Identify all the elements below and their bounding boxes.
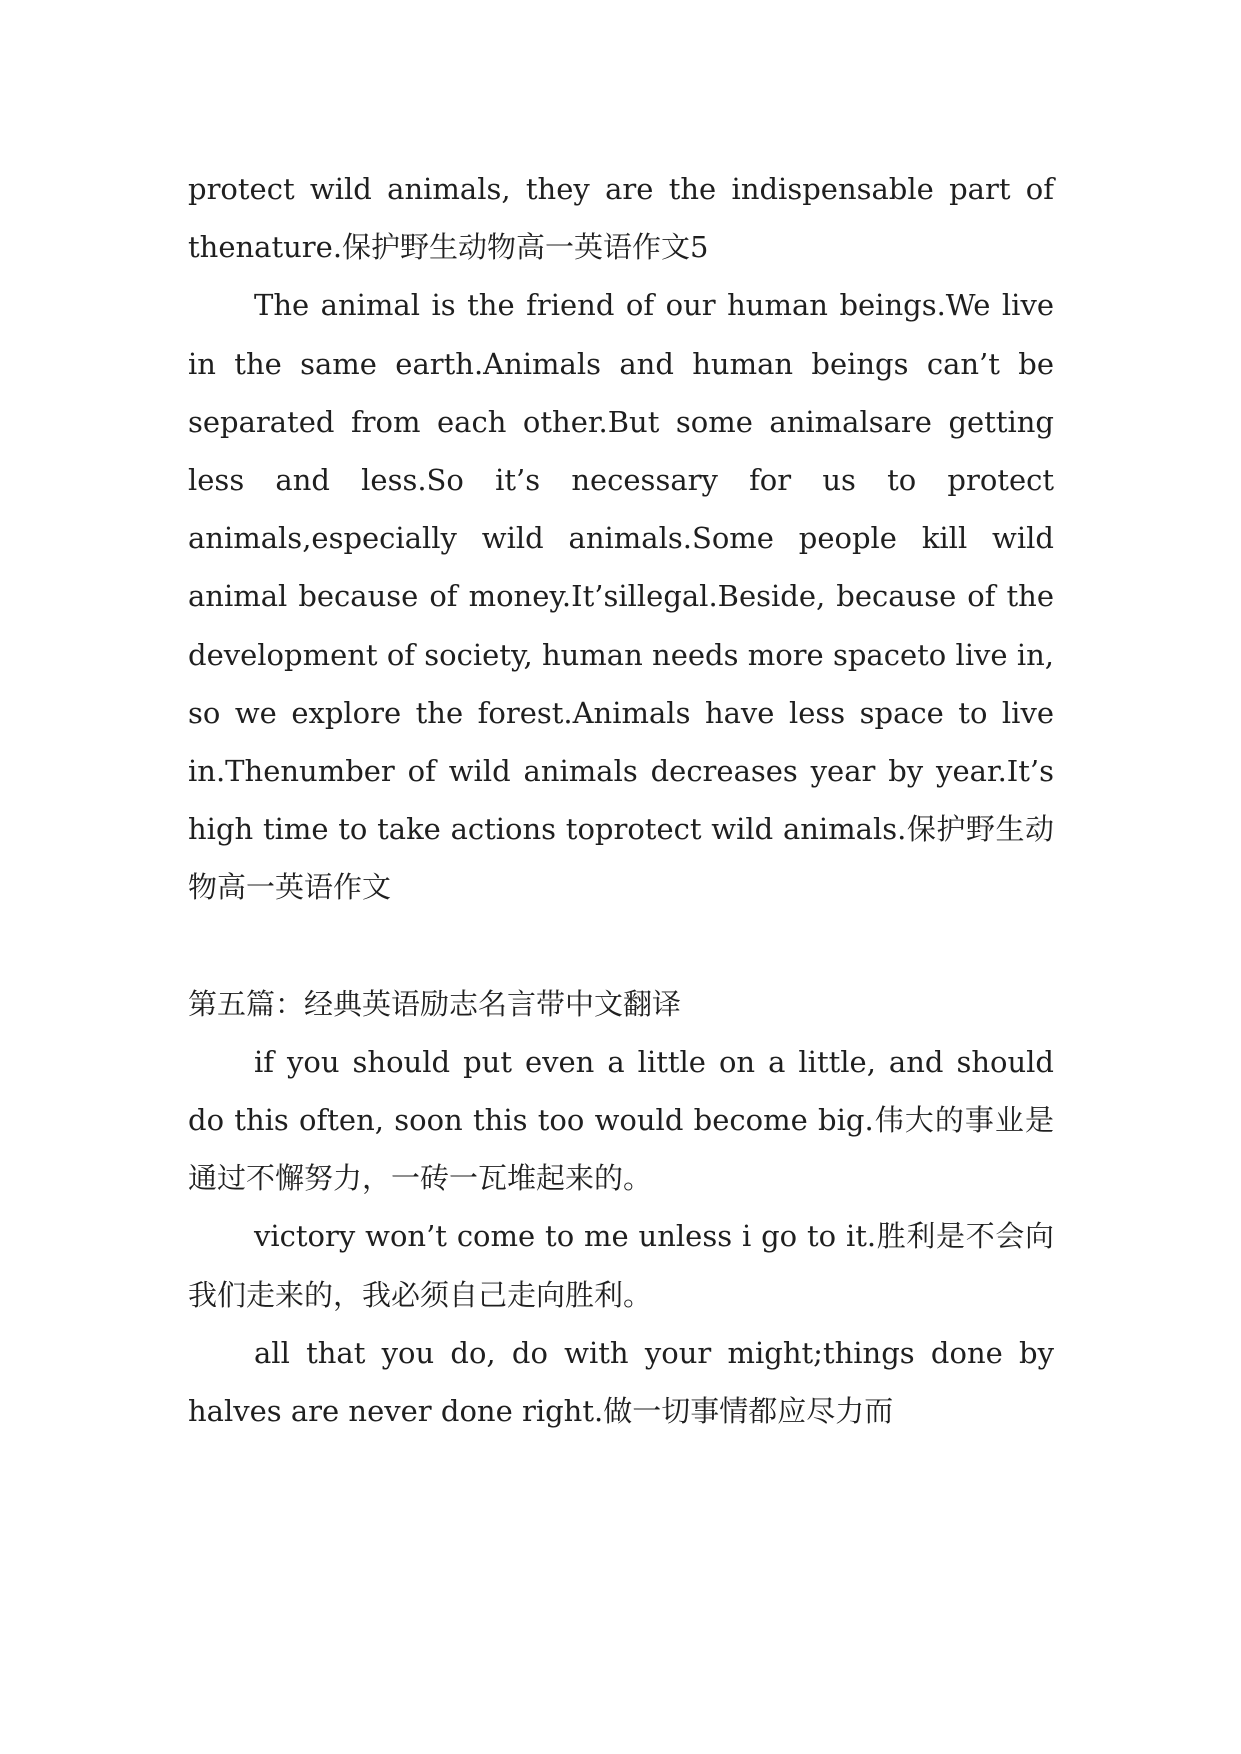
paragraph-wild-animals-end: protect wild animals, they are the indispensable part of thenature.保护野生动物高一英语作文5 <box>188 172 1054 265</box>
paragraph-animal-friend: The animal is the friend of our human beings.We live in the same earth.Animals and human beings can’t be separated from each other.But some animalsare getting less and less.So it’s necessary for us to protect animals,especially wild animals.Some people kill wild animal because of money.It’sillegal.Beside, because of the development of society, human needs more spaceto live in, so we explore the forest.Animals have less space to live in.Thenumber of wild animals decreases year by year.It’s high time to take actions toprotect wild animals.保护野生动物高一英语作文 <box>188 288 1054 905</box>
quote-victory: victory won’t come to me unless i go to it.胜利是不会向我们走来的，我必须自己走向胜利。 <box>188 1219 1054 1312</box>
section-heading: 第五篇：经典英语励志名言带中文翻译 <box>188 986 682 1021</box>
document-page <box>188 160 1054 1440</box>
quote-little-on-little: if you should put even a little on a little, and should do this often, soon this too would become big.伟大的事业是通过不懈努力，一砖一瓦堆起来的。 <box>188 1044 1054 1196</box>
quote-with-your-might: all that you do, do with your might;things done by halves are never done right.做一切事情都应尽力而 <box>188 1335 1054 1429</box>
